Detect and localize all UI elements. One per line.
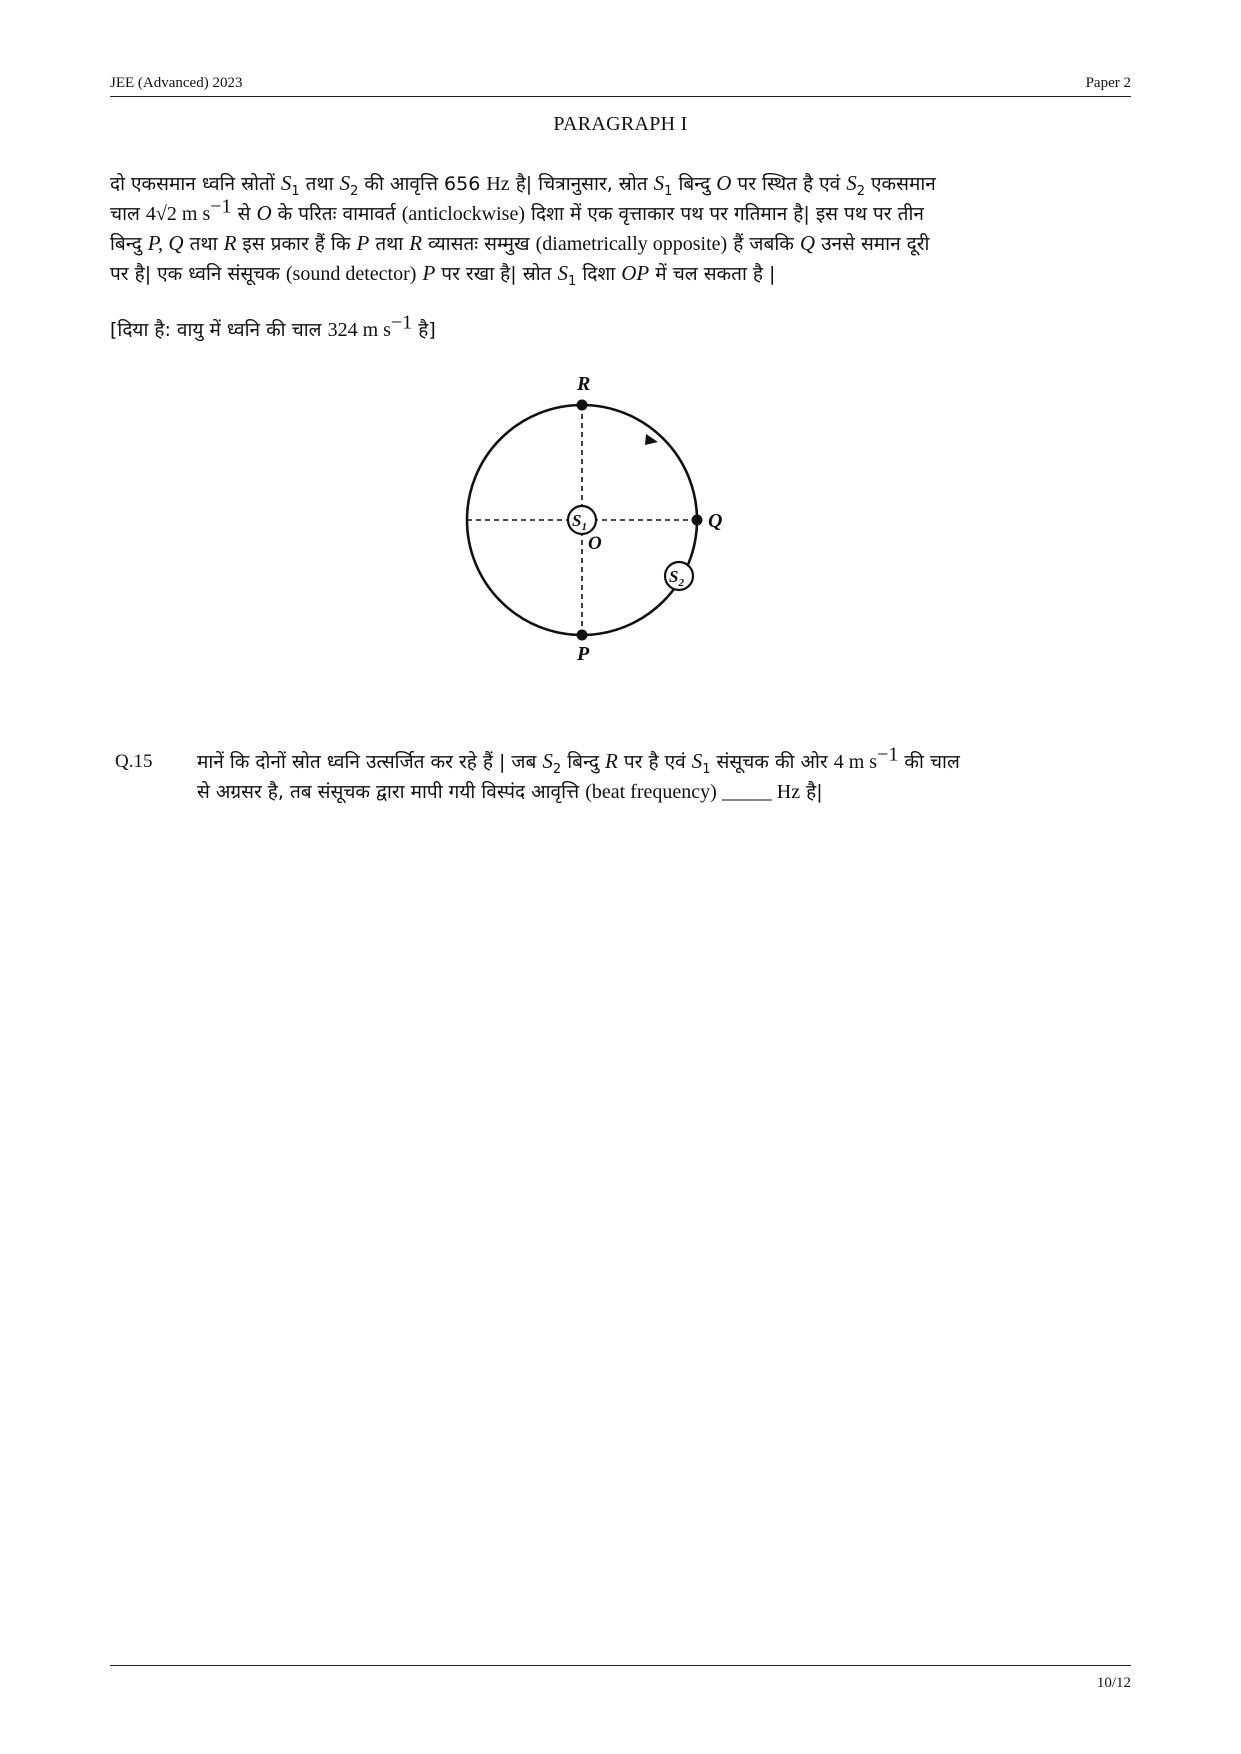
question-line-2: से अग्रसर है, तब संसूचक द्वारा मापी गयी विस्पंद आवृत्ति (beat frequency) _____ Hz है| bbox=[197, 781, 823, 803]
paragraph-title: PARAGRAPH I bbox=[553, 113, 688, 135]
header-exam-title: JEE (Advanced) 2023 bbox=[110, 75, 243, 91]
label-P: P bbox=[577, 643, 590, 665]
label-S2: $S_2$ bbox=[669, 567, 684, 589]
header-rule bbox=[110, 96, 1131, 97]
anticlockwise-arrow-icon bbox=[645, 434, 658, 445]
paragraph-line-3: बिन्दु P, Q तथा R इस प्रकार हैं कि P तथा R व्यासतः सम्मुख (diametrically opposite) हैं जबकि Q उनसे समान दूरी bbox=[110, 231, 930, 255]
point-P-dot bbox=[577, 630, 588, 641]
question-number: Q.15 bbox=[115, 751, 153, 772]
paragraph-line-4: पर है| एक ध्वनि संसूचक (sound detector) P पर रखा है| स्रोत $S_1$ दिशा OP में चल सकता है | bbox=[110, 261, 776, 289]
question-line-1: मानें कि दोनों स्रोत ध्वनि उत्सर्जित कर रहे हैं | जब $S_2$ बिन्दु R पर है एवं $S_1$ संसूचक की ओर 4 m $s^{-1}$ की चाल bbox=[197, 743, 960, 777]
given-note: [दिया है: वायु में ध्वनि की चाल 324 m $s^{-1}$ है] bbox=[110, 311, 436, 341]
question-text bbox=[197, 743, 1077, 807]
paragraph-line-1: दो एकसमान ध्वनि स्रोतों $S_1$ तथा $S_2$ की आवृत्ति 656 Hz है| चित्रानुसार, स्रोत $S_1$ बिन्दु O पर स्थित है एवं $S_2$ एकसमान bbox=[110, 171, 936, 199]
circular-path-diagram bbox=[440, 365, 740, 675]
paragraph-line-2: चाल 4√2 m $s^{-1}$ से O के परितः वामावर्त (anticlockwise) दिशा में एक वृत्ताकार पथ पर गतिमान है| इस पथ पर तीन bbox=[110, 195, 924, 225]
label-Q: Q bbox=[708, 510, 723, 532]
label-R: R bbox=[577, 373, 591, 395]
footer-rule bbox=[110, 1665, 1131, 1666]
header-paper: Paper 2 bbox=[1085, 75, 1131, 91]
point-R-dot bbox=[577, 400, 588, 411]
label-O: O bbox=[588, 533, 602, 554]
page-number: 10/12 bbox=[1096, 1675, 1131, 1691]
point-Q-dot bbox=[692, 515, 703, 526]
label-S1: $S_1$ bbox=[572, 511, 587, 533]
